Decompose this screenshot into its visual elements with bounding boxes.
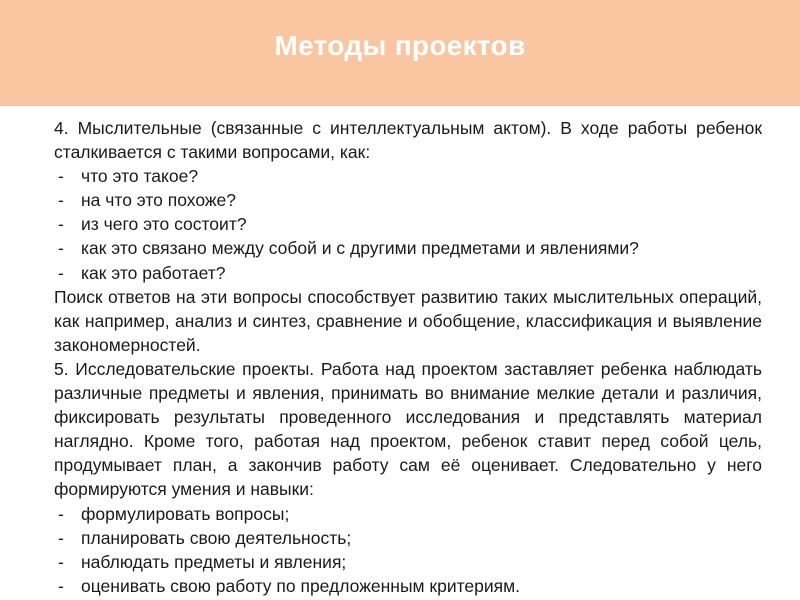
list-item: - на что это похоже? <box>54 188 762 212</box>
slide-title: Методы проектов <box>274 30 526 61</box>
list-item: - оценивать свою работу по предложенным критериям. <box>54 574 762 598</box>
list-item: - наблюдать предметы и явления; <box>54 550 762 574</box>
list-item: - как это работает? <box>54 261 762 285</box>
list-item: - планировать свою деятельность; <box>54 526 762 550</box>
paragraph-answers: Поиск ответов на эти вопросы способствует развитию таких мыслительных операций, как например, анализ и синтез, сравнение и обобщение, классификация и выявление закономерностей. <box>54 286 762 355</box>
paragraph-thinking-projects: 4. Мыслительные (связанные с интеллектуальным актом). В ходе работы ребенок сталкивается с такими вопросами, как: <box>54 118 762 163</box>
list-item: - из чего это состоит? <box>54 212 762 236</box>
list-item: - как это связано между собой и с другими предметами и явлениями? <box>54 236 762 260</box>
list-item: - что это такое? <box>54 164 762 188</box>
skills-list <box>54 502 762 598</box>
questions-list <box>54 164 762 284</box>
title-banner <box>0 0 800 106</box>
slide-body <box>54 116 762 598</box>
paragraph-research-projects: 5. Исследовательские проекты. Работа над проектом заставляет ребенка наблюдать различные предметы и явления, принимать во внимание мелкие детали и различия, фиксировать результаты проведенного исследования и представлять материал наглядно. Кроме того, работая над проектом, ребенок ставит перед собой цель, продумывает план, а закончив работу сам её оценивает. Следовательно у него формируются умения и навыки: <box>54 358 762 500</box>
list-item: - формулировать вопросы; <box>54 502 762 526</box>
